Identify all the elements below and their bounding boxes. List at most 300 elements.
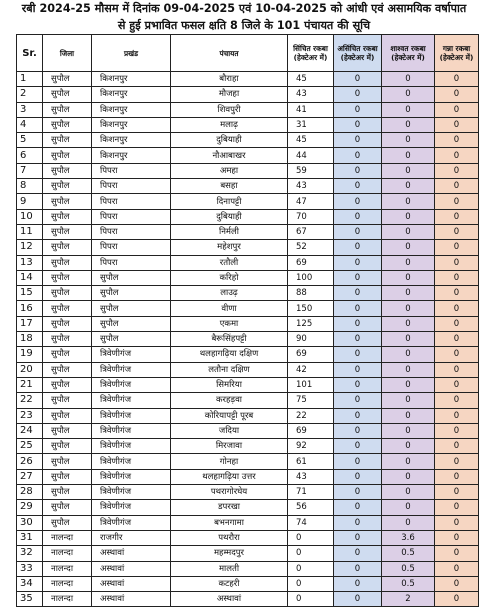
cell-sr: 24 bbox=[17, 423, 43, 438]
cell-block: सुपौल bbox=[92, 301, 171, 316]
cell-irrigated: 150 bbox=[288, 301, 334, 316]
header-sr: Sr. bbox=[17, 35, 43, 72]
cell-panchayat: रतौली bbox=[171, 255, 288, 270]
cell-unirrigated: 0 bbox=[334, 133, 382, 148]
cell-unirrigated: 0 bbox=[334, 240, 382, 255]
cell-sugarcane: 0 bbox=[435, 332, 479, 347]
cell-block: सुपौल bbox=[92, 316, 171, 331]
cell-perennial: 0 bbox=[382, 301, 435, 316]
cell-sugarcane: 0 bbox=[435, 546, 479, 561]
cell-sugarcane: 0 bbox=[435, 377, 479, 392]
cell-panchayat: वीणा bbox=[171, 301, 288, 316]
cell-sugarcane: 0 bbox=[435, 87, 479, 102]
cell-unirrigated: 0 bbox=[334, 408, 382, 423]
cell-district: नालन्दा bbox=[43, 592, 92, 607]
cell-unirrigated: 0 bbox=[334, 224, 382, 239]
cell-sugarcane: 0 bbox=[435, 439, 479, 454]
table-row bbox=[17, 546, 479, 561]
header-block: प्रखंड bbox=[92, 35, 171, 72]
cell-perennial: 0.5 bbox=[382, 561, 435, 576]
cell-district: सुपौल bbox=[43, 377, 92, 392]
table-row bbox=[17, 332, 479, 347]
document-title bbox=[16, 0, 472, 34]
cell-sr: 35 bbox=[17, 592, 43, 607]
table-row bbox=[17, 362, 479, 377]
cell-unirrigated: 0 bbox=[334, 179, 382, 194]
cell-sr: 34 bbox=[17, 576, 43, 591]
cell-block: त्रिवेणीगंज bbox=[92, 377, 171, 392]
cell-sr: 18 bbox=[17, 332, 43, 347]
cell-sugarcane: 0 bbox=[435, 255, 479, 270]
cell-perennial: 0 bbox=[382, 393, 435, 408]
cell-perennial: 0 bbox=[382, 270, 435, 285]
cell-panchayat: मालती bbox=[171, 561, 288, 576]
cell-district: सुपौल bbox=[43, 117, 92, 132]
table-row bbox=[17, 270, 479, 285]
cell-panchayat: बैरूसिंहपट्टी bbox=[171, 332, 288, 347]
cell-block: पिपरा bbox=[92, 224, 171, 239]
cell-unirrigated: 0 bbox=[334, 485, 382, 500]
cell-panchayat: महेशपुर bbox=[171, 240, 288, 255]
cell-sr: 16 bbox=[17, 301, 43, 316]
cell-sr: 12 bbox=[17, 240, 43, 255]
cell-sr: 29 bbox=[17, 500, 43, 515]
cell-perennial: 0 bbox=[382, 163, 435, 178]
cell-block: पिपरा bbox=[92, 209, 171, 224]
cell-irrigated: 43 bbox=[288, 87, 334, 102]
table-row bbox=[17, 286, 479, 301]
cell-district: सुपौल bbox=[43, 194, 92, 209]
cell-sugarcane: 0 bbox=[435, 240, 479, 255]
cell-sugarcane: 0 bbox=[435, 148, 479, 163]
cell-district: सुपौल bbox=[43, 316, 92, 331]
cell-perennial: 3.6 bbox=[382, 530, 435, 545]
cell-unirrigated: 0 bbox=[334, 332, 382, 347]
cell-sugarcane: 0 bbox=[435, 270, 479, 285]
cell-unirrigated: 0 bbox=[334, 117, 382, 132]
cell-sr: 19 bbox=[17, 347, 43, 362]
cell-district: सुपौल bbox=[43, 179, 92, 194]
cell-district: नालन्दा bbox=[43, 576, 92, 591]
document-sheet bbox=[16, 0, 472, 607]
cell-panchayat: मलाढ़ bbox=[171, 117, 288, 132]
table-row bbox=[17, 485, 479, 500]
cell-irrigated: 45 bbox=[288, 133, 334, 148]
cell-block: त्रिवेणीगंज bbox=[92, 362, 171, 377]
cell-sr: 27 bbox=[17, 469, 43, 484]
cell-block: पिपरा bbox=[92, 179, 171, 194]
cell-sugarcane: 0 bbox=[435, 179, 479, 194]
cell-sugarcane: 0 bbox=[435, 408, 479, 423]
table-row bbox=[17, 439, 479, 454]
cell-unirrigated: 0 bbox=[334, 163, 382, 178]
header-sugarcane: गन्ना रकबा (हेक्टेअर में) bbox=[435, 35, 479, 72]
cell-panchayat: कटहरी bbox=[171, 576, 288, 591]
cell-unirrigated: 0 bbox=[334, 270, 382, 285]
cell-irrigated: 88 bbox=[288, 286, 334, 301]
cell-sugarcane: 0 bbox=[435, 561, 479, 576]
table-row bbox=[17, 224, 479, 239]
cell-district: नालन्दा bbox=[43, 530, 92, 545]
cell-irrigated: 52 bbox=[288, 240, 334, 255]
cell-block: त्रिवेणीगंज bbox=[92, 347, 171, 362]
table-row bbox=[17, 194, 479, 209]
table-row bbox=[17, 87, 479, 102]
cell-irrigated: 67 bbox=[288, 224, 334, 239]
table-row bbox=[17, 500, 479, 515]
cell-unirrigated: 0 bbox=[334, 194, 382, 209]
cell-unirrigated: 0 bbox=[334, 72, 382, 87]
table-row bbox=[17, 133, 479, 148]
cell-sr: 3 bbox=[17, 102, 43, 117]
cell-sugarcane: 0 bbox=[435, 362, 479, 377]
cell-sr: 17 bbox=[17, 316, 43, 331]
cell-sugarcane: 0 bbox=[435, 454, 479, 469]
cell-sugarcane: 0 bbox=[435, 485, 479, 500]
cell-sr: 21 bbox=[17, 377, 43, 392]
cell-irrigated: 69 bbox=[288, 423, 334, 438]
cell-sugarcane: 0 bbox=[435, 469, 479, 484]
cell-sr: 33 bbox=[17, 561, 43, 576]
cell-perennial: 0 bbox=[382, 469, 435, 484]
cell-irrigated: 42 bbox=[288, 362, 334, 377]
cell-sr: 14 bbox=[17, 270, 43, 285]
cell-district: सुपौल bbox=[43, 240, 92, 255]
table-row bbox=[17, 179, 479, 194]
cell-perennial: 0 bbox=[382, 377, 435, 392]
cell-district: सुपौल bbox=[43, 255, 92, 270]
cell-perennial: 0 bbox=[382, 179, 435, 194]
cell-sugarcane: 0 bbox=[435, 500, 479, 515]
cell-perennial: 0 bbox=[382, 485, 435, 500]
cell-sr: 8 bbox=[17, 179, 43, 194]
cell-unirrigated: 0 bbox=[334, 362, 382, 377]
table-row bbox=[17, 561, 479, 576]
cell-irrigated: 0 bbox=[288, 546, 334, 561]
cell-district: नालन्दा bbox=[43, 561, 92, 576]
table-row bbox=[17, 72, 479, 87]
cell-sr: 25 bbox=[17, 439, 43, 454]
crop-damage-table bbox=[16, 34, 479, 607]
cell-irrigated: 41 bbox=[288, 102, 334, 117]
cell-sugarcane: 0 bbox=[435, 423, 479, 438]
cell-sugarcane: 0 bbox=[435, 209, 479, 224]
header-irrigated: सिंचित रकबा (हेक्टेअर में) bbox=[288, 35, 334, 72]
cell-district: सुपौल bbox=[43, 163, 92, 178]
cell-sr: 5 bbox=[17, 133, 43, 148]
cell-unirrigated: 0 bbox=[334, 576, 382, 591]
cell-unirrigated: 0 bbox=[334, 393, 382, 408]
cell-irrigated: 74 bbox=[288, 515, 334, 530]
cell-district: सुपौल bbox=[43, 439, 92, 454]
cell-sugarcane: 0 bbox=[435, 224, 479, 239]
table-row bbox=[17, 423, 479, 438]
cell-district: सुपौल bbox=[43, 270, 92, 285]
cell-panchayat: गोनहा bbox=[171, 454, 288, 469]
cell-perennial: 0 bbox=[382, 408, 435, 423]
cell-panchayat: मौजहा bbox=[171, 87, 288, 102]
cell-district: सुपौल bbox=[43, 423, 92, 438]
cell-block: किशनपुर bbox=[92, 133, 171, 148]
cell-unirrigated: 0 bbox=[334, 530, 382, 545]
cell-irrigated: 101 bbox=[288, 377, 334, 392]
cell-panchayat: मिरजावा bbox=[171, 439, 288, 454]
cell-sr: 23 bbox=[17, 408, 43, 423]
cell-unirrigated: 0 bbox=[334, 592, 382, 607]
header-unirrigated: असिंचित रकबा (हेक्टेअर में) bbox=[334, 35, 382, 72]
table-row bbox=[17, 316, 479, 331]
cell-district: सुपौल bbox=[43, 454, 92, 469]
cell-block: त्रिवेणीगंज bbox=[92, 423, 171, 438]
table-row bbox=[17, 576, 479, 591]
cell-perennial: 0 bbox=[382, 500, 435, 515]
cell-sugarcane: 0 bbox=[435, 72, 479, 87]
cell-perennial: 0 bbox=[382, 423, 435, 438]
cell-sr: 13 bbox=[17, 255, 43, 270]
cell-block: पिपरा bbox=[92, 194, 171, 209]
cell-sr: 9 bbox=[17, 194, 43, 209]
cell-district: सुपौल bbox=[43, 87, 92, 102]
cell-irrigated: 56 bbox=[288, 500, 334, 515]
cell-irrigated: 31 bbox=[288, 117, 334, 132]
cell-unirrigated: 0 bbox=[334, 316, 382, 331]
cell-unirrigated: 0 bbox=[334, 255, 382, 270]
cell-panchayat: नौआबाखर bbox=[171, 148, 288, 163]
cell-block: त्रिवेणीगंज bbox=[92, 408, 171, 423]
cell-sugarcane: 0 bbox=[435, 515, 479, 530]
cell-panchayat: शिवपुरी bbox=[171, 102, 288, 117]
cell-district: सुपौल bbox=[43, 500, 92, 515]
cell-sugarcane: 0 bbox=[435, 163, 479, 178]
header-perennial: शाश्वत रकबा (हेक्टेअर में) bbox=[382, 35, 435, 72]
cell-panchayat: दुबियाही bbox=[171, 209, 288, 224]
cell-perennial: 0 bbox=[382, 148, 435, 163]
cell-unirrigated: 0 bbox=[334, 286, 382, 301]
cell-perennial: 0 bbox=[382, 209, 435, 224]
cell-irrigated: 69 bbox=[288, 255, 334, 270]
cell-perennial: 0 bbox=[382, 515, 435, 530]
cell-panchayat: बभनगामा bbox=[171, 515, 288, 530]
cell-perennial: 0.5 bbox=[382, 576, 435, 591]
cell-block: पिपरा bbox=[92, 255, 171, 270]
table-row bbox=[17, 347, 479, 362]
cell-irrigated: 70 bbox=[288, 209, 334, 224]
cell-panchayat: महम्मदपुर bbox=[171, 546, 288, 561]
cell-sr: 10 bbox=[17, 209, 43, 224]
table-row bbox=[17, 393, 479, 408]
cell-panchayat: करिहो bbox=[171, 270, 288, 285]
table-row bbox=[17, 377, 479, 392]
cell-panchayat: पथरागोरघेय bbox=[171, 485, 288, 500]
cell-irrigated: 100 bbox=[288, 270, 334, 285]
cell-unirrigated: 0 bbox=[334, 423, 382, 438]
cell-block: त्रिवेणीगंज bbox=[92, 439, 171, 454]
cell-perennial: 0 bbox=[382, 347, 435, 362]
table-row bbox=[17, 408, 479, 423]
cell-perennial: 0.5 bbox=[382, 546, 435, 561]
cell-block: किशनपुर bbox=[92, 117, 171, 132]
cell-block: अस्थावां bbox=[92, 546, 171, 561]
cell-perennial: 0 bbox=[382, 133, 435, 148]
cell-block: पिपरा bbox=[92, 163, 171, 178]
cell-panchayat: दिनापट्टी bbox=[171, 194, 288, 209]
cell-district: नालन्दा bbox=[43, 546, 92, 561]
cell-irrigated: 92 bbox=[288, 439, 334, 454]
cell-district: सुपौल bbox=[43, 148, 92, 163]
table-row bbox=[17, 209, 479, 224]
cell-sr: 6 bbox=[17, 148, 43, 163]
table-row bbox=[17, 148, 479, 163]
cell-irrigated: 45 bbox=[288, 72, 334, 87]
cell-unirrigated: 0 bbox=[334, 561, 382, 576]
cell-block: किशनपुर bbox=[92, 87, 171, 102]
cell-sr: 4 bbox=[17, 117, 43, 132]
cell-perennial: 0 bbox=[382, 87, 435, 102]
cell-district: सुपौल bbox=[43, 133, 92, 148]
cell-sr: 11 bbox=[17, 224, 43, 239]
cell-sugarcane: 0 bbox=[435, 102, 479, 117]
cell-panchayat: कोरियापट्टी पूरब bbox=[171, 408, 288, 423]
cell-irrigated: 44 bbox=[288, 148, 334, 163]
cell-perennial: 0 bbox=[382, 72, 435, 87]
cell-sr: 32 bbox=[17, 546, 43, 561]
cell-irrigated: 0 bbox=[288, 530, 334, 545]
cell-sugarcane: 0 bbox=[435, 286, 479, 301]
cell-sugarcane: 0 bbox=[435, 393, 479, 408]
table-row bbox=[17, 515, 479, 530]
cell-irrigated: 43 bbox=[288, 469, 334, 484]
cell-sugarcane: 0 bbox=[435, 576, 479, 591]
cell-block: सुपौल bbox=[92, 286, 171, 301]
cell-panchayat: बसहा bbox=[171, 179, 288, 194]
cell-sr: 1 bbox=[17, 72, 43, 87]
cell-perennial: 0 bbox=[382, 240, 435, 255]
cell-panchayat: करहड़वा bbox=[171, 393, 288, 408]
cell-panchayat: जदिया bbox=[171, 423, 288, 438]
cell-district: सुपौल bbox=[43, 393, 92, 408]
cell-unirrigated: 0 bbox=[334, 301, 382, 316]
cell-district: सुपौल bbox=[43, 301, 92, 316]
cell-block: त्रिवेणीगंज bbox=[92, 515, 171, 530]
cell-panchayat: थलहागढ़िया उत्तर bbox=[171, 469, 288, 484]
cell-irrigated: 43 bbox=[288, 179, 334, 194]
cell-unirrigated: 0 bbox=[334, 439, 382, 454]
cell-sr: 15 bbox=[17, 286, 43, 301]
cell-perennial: 0 bbox=[382, 117, 435, 132]
cell-sugarcane: 0 bbox=[435, 530, 479, 545]
cell-district: सुपौल bbox=[43, 515, 92, 530]
cell-block: किशनपुर bbox=[92, 102, 171, 117]
cell-district: सुपौल bbox=[43, 485, 92, 500]
cell-block: किशनपुर bbox=[92, 148, 171, 163]
cell-perennial: 0 bbox=[382, 255, 435, 270]
cell-irrigated: 75 bbox=[288, 393, 334, 408]
cell-perennial: 0 bbox=[382, 102, 435, 117]
cell-district: सुपौल bbox=[43, 102, 92, 117]
cell-unirrigated: 0 bbox=[334, 515, 382, 530]
cell-sr: 22 bbox=[17, 393, 43, 408]
cell-perennial: 0 bbox=[382, 224, 435, 239]
cell-sugarcane: 0 bbox=[435, 301, 479, 316]
cell-district: सुपौल bbox=[43, 224, 92, 239]
cell-block: अस्थावां bbox=[92, 561, 171, 576]
cell-perennial: 0 bbox=[382, 454, 435, 469]
cell-sr: 26 bbox=[17, 454, 43, 469]
table-row bbox=[17, 102, 479, 117]
cell-perennial: 0 bbox=[382, 439, 435, 454]
cell-unirrigated: 0 bbox=[334, 469, 382, 484]
table-header-row bbox=[17, 35, 479, 72]
cell-irrigated: 47 bbox=[288, 194, 334, 209]
cell-irrigated: 59 bbox=[288, 163, 334, 178]
cell-sr: 28 bbox=[17, 485, 43, 500]
cell-block: त्रिवेणीगंज bbox=[92, 500, 171, 515]
cell-panchayat: थलहागढ़िया दक्षिण bbox=[171, 347, 288, 362]
cell-sr: 31 bbox=[17, 530, 43, 545]
cell-panchayat: अस्थावां bbox=[171, 592, 288, 607]
table-row bbox=[17, 469, 479, 484]
cell-sugarcane: 0 bbox=[435, 194, 479, 209]
cell-unirrigated: 0 bbox=[334, 377, 382, 392]
cell-district: सुपौल bbox=[43, 332, 92, 347]
cell-sr: 30 bbox=[17, 515, 43, 530]
cell-block: अस्थावां bbox=[92, 592, 171, 607]
cell-unirrigated: 0 bbox=[334, 148, 382, 163]
cell-district: सुपौल bbox=[43, 362, 92, 377]
cell-irrigated: 69 bbox=[288, 347, 334, 362]
cell-panchayat: दुबियाही bbox=[171, 133, 288, 148]
cell-unirrigated: 0 bbox=[334, 546, 382, 561]
cell-district: सुपौल bbox=[43, 209, 92, 224]
cell-unirrigated: 0 bbox=[334, 500, 382, 515]
cell-unirrigated: 0 bbox=[334, 347, 382, 362]
cell-block: किशनपुर bbox=[92, 72, 171, 87]
table-row bbox=[17, 255, 479, 270]
cell-perennial: 2 bbox=[382, 592, 435, 607]
cell-unirrigated: 0 bbox=[334, 102, 382, 117]
cell-irrigated: 22 bbox=[288, 408, 334, 423]
cell-irrigated: 0 bbox=[288, 561, 334, 576]
cell-sr: 2 bbox=[17, 87, 43, 102]
cell-perennial: 0 bbox=[382, 332, 435, 347]
cell-sugarcane: 0 bbox=[435, 117, 479, 132]
cell-district: सुपौल bbox=[43, 408, 92, 423]
cell-district: सुपौल bbox=[43, 286, 92, 301]
table-row bbox=[17, 163, 479, 178]
cell-irrigated: 0 bbox=[288, 592, 334, 607]
title-line-1: रबी 2024-25 मौसम में दिनांक 09-04-2025 एवं 10-04-2025 को आंधी एवं असामयिक वर्षापात bbox=[21, 2, 467, 15]
table-row bbox=[17, 530, 479, 545]
cell-block: सुपौल bbox=[92, 332, 171, 347]
cell-sugarcane: 0 bbox=[435, 133, 479, 148]
cell-panchayat: लाउढ़ bbox=[171, 286, 288, 301]
table-body bbox=[17, 72, 479, 607]
cell-block: त्रिवेणीगंज bbox=[92, 469, 171, 484]
table-row bbox=[17, 240, 479, 255]
cell-sr: 7 bbox=[17, 163, 43, 178]
cell-panchayat: एकमा bbox=[171, 316, 288, 331]
cell-panchayat: लतौना दक्षिण bbox=[171, 362, 288, 377]
cell-panchayat: बौराहा bbox=[171, 72, 288, 87]
header-district: जिला bbox=[43, 35, 92, 72]
cell-sugarcane: 0 bbox=[435, 316, 479, 331]
table-row bbox=[17, 117, 479, 132]
cell-block: त्रिवेणीगंज bbox=[92, 454, 171, 469]
cell-perennial: 0 bbox=[382, 316, 435, 331]
cell-unirrigated: 0 bbox=[334, 87, 382, 102]
cell-unirrigated: 0 bbox=[334, 209, 382, 224]
cell-district: सुपौल bbox=[43, 72, 92, 87]
